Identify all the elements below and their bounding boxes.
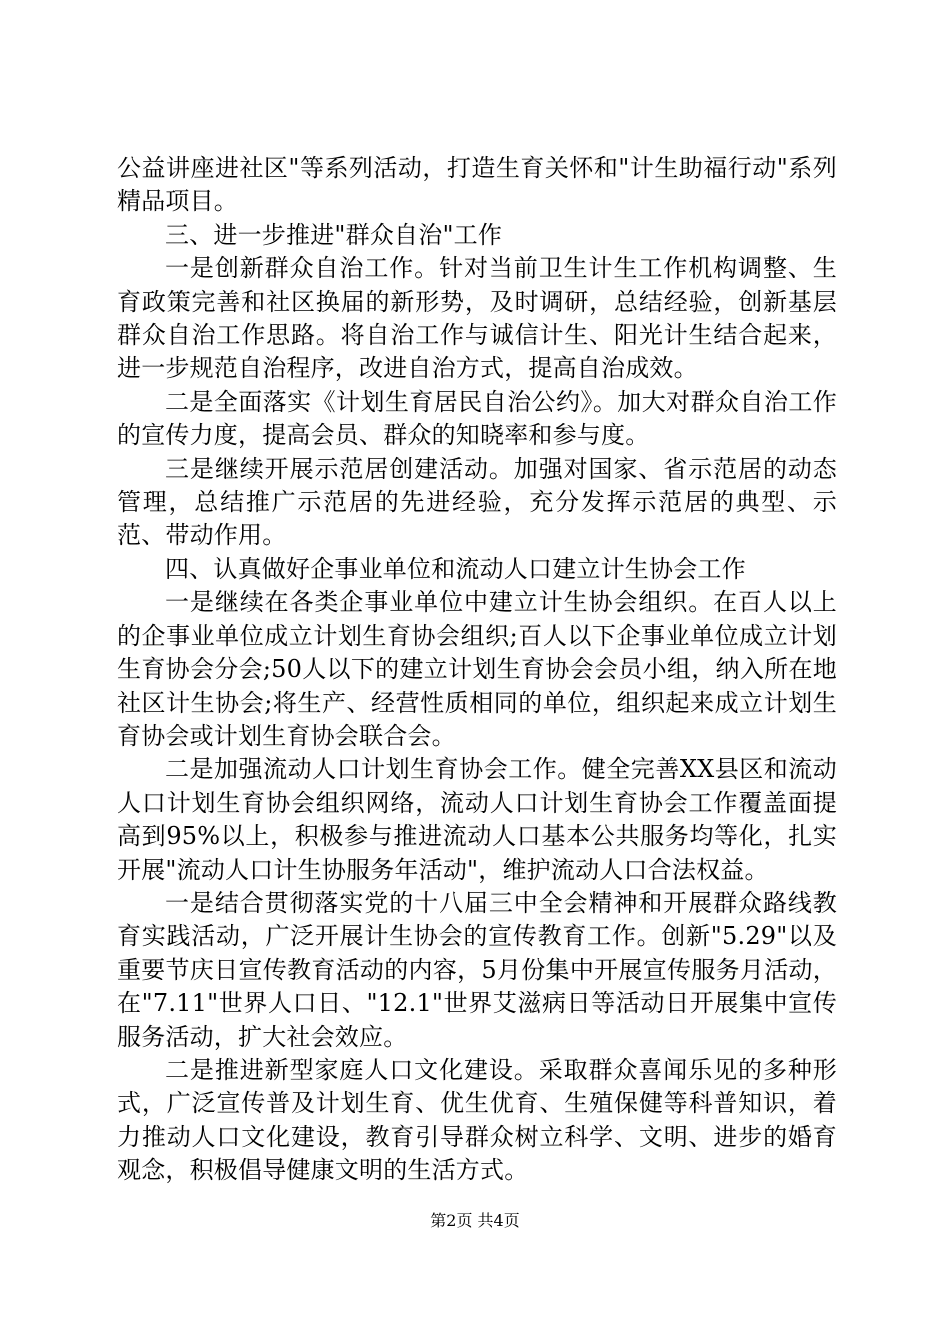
paragraph: 一是结合贯彻落实党的十八届三中全会精神和开展群众路线教育实践活动，广泛开展计生协会的宣传教育工作。创新"5.29"以及重要节庆日宣传教育活动的内容，5月份集中开展宣传服务月活动，在"7.11"世界人口日、"12.1"世界艾滋病日等活动日开展集中宣传服务活动，扩大社会效应。 <box>117 888 837 1051</box>
section-heading-4: 四、认真做好企事业单位和流动人口建立计生协会工作 <box>165 554 746 583</box>
paragraph: 三是继续开展示范居创建活动。加强对国家、省示范居的动态管理，总结推广示范居的先进经验，充分发挥示范居的典型、示范、带动作用。 <box>117 454 837 550</box>
page-number-footer: 第2页 共4页 <box>430 1211 520 1230</box>
paragraph: 二是推进新型家庭人口文化建设。采取群众喜闻乐见的多种形式，广泛宣传普及计划生育、优生优育、生殖保健等科普知识，着力推动人口文化建设，教育引导群众树立科学、文明、进步的婚育观念，积极倡导健康文明的生活方式。 <box>117 1055 837 1185</box>
paragraph-continuation: 公益讲座进社区"等系列活动，打造生育关怀和"计生助福行动"系列精品项目。 <box>117 154 837 216</box>
section-heading-3: 三、进一步推进"群众自治"工作 <box>165 220 503 249</box>
paragraph: 一是继续在各类企事业单位中建立计生协会组织。在百人以上的企事业单位成立计划生育协会组织;百人以下企事业单位成立计划生育协会分会;50人以下的建立计划生育协会会员小组，纳入所在地社区计生协会;将生产、经营性质相同的单位，组织起来成立计划生育协会或计划生育协会联合会。 <box>117 588 837 750</box>
paragraph: 二是全面落实《计划生育居民自治公约》。加大对群众自治工作的宣传力度，提高会员、群众的知晓率和参与度。 <box>117 387 837 450</box>
paragraph: 二是加强流动人口计划生育协会工作。健全完善XX县区和流动人口计划生育协会组织网络，流动人口计划生育协会工作覆盖面提高到95%以上，积极参与推进流动人口基本公共服务均等化，扎实开展"流动人口计生协服务年活动"，维护流动人口合法权益。 <box>117 755 837 884</box>
paragraph: 一是创新群众自治工作。针对当前卫生计生工作机构调整、生育政策完善和社区换届的新形势，及时调研，总结经验，创新基层群众自治工作思路。将自治工作与诚信计生、阳光计生结合起来，进一步规范自治程序，改进自治方式，提高自治成效。 <box>117 254 837 383</box>
document-body <box>117 152 837 1188</box>
